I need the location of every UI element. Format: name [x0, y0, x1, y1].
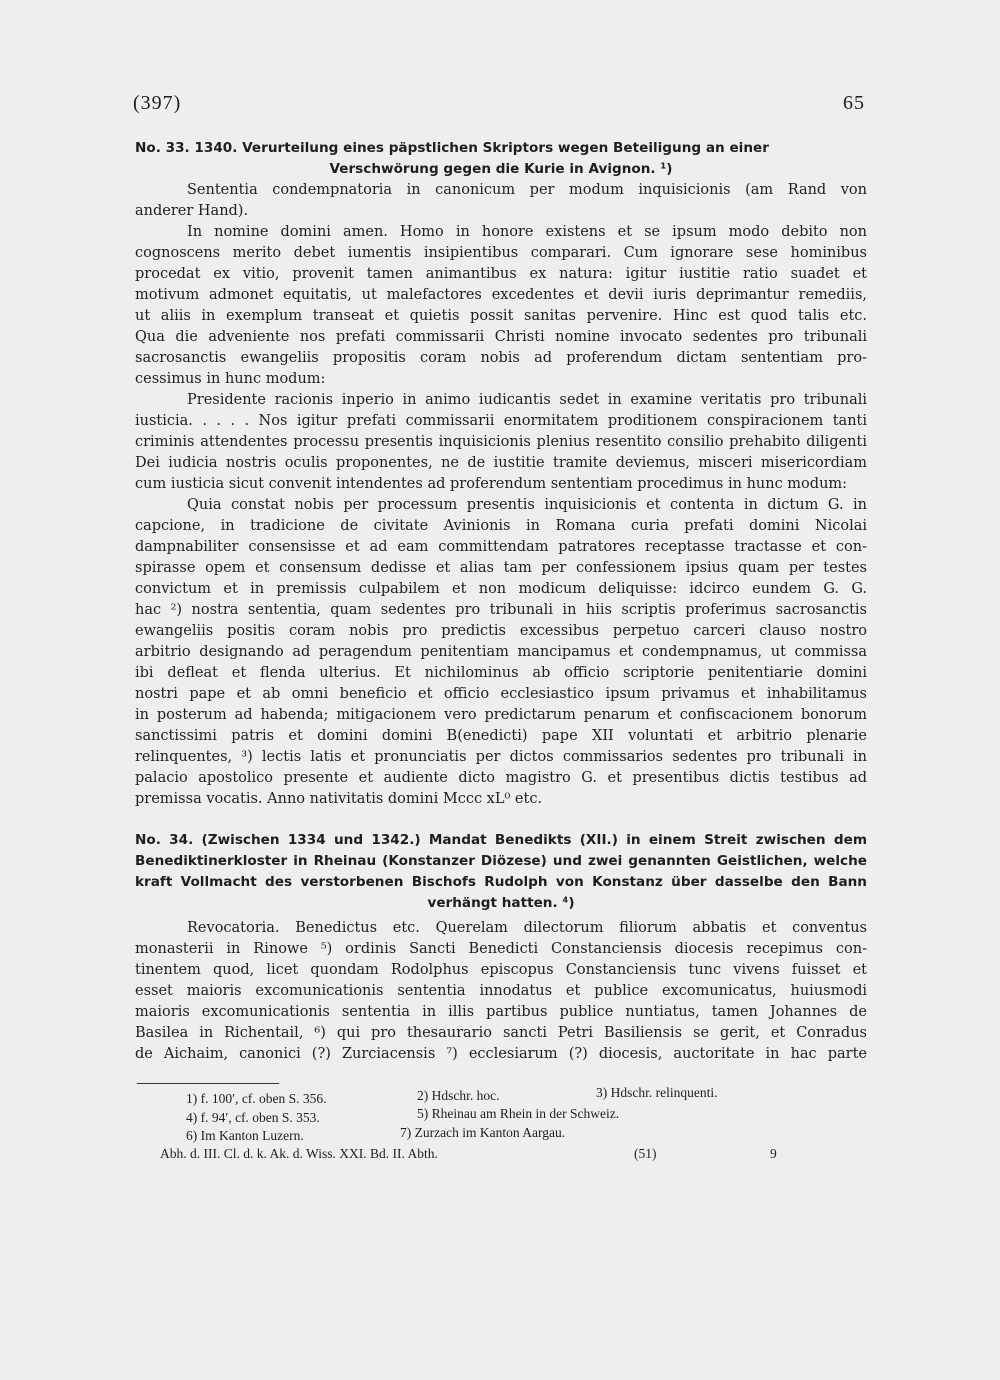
footnote-divider: [137, 1083, 279, 1084]
doc33-text-line: iusticia. . . . . Nos igitur prefati commissarii enormitatem proditionem conspiracionem tanti: [135, 413, 867, 429]
publication-footer: Abh. d. III. Cl. d. k. Ak. d. Wiss. XXI. Bd. II. Abth.: [160, 1146, 438, 1161]
page-number: 65: [843, 92, 865, 114]
doc33-text-line: cum iusticia sicut convenit intendentes ad proferendum sententiam procedimus in hunc modum:: [135, 476, 848, 492]
footnote-2: 2) Hdschr. hoc.: [417, 1088, 500, 1103]
doc34-text-line: Basilea in Richentail, ⁶) qui pro thesaurario sancti Petri Basiliensis se gerit, et Conradus: [135, 1025, 867, 1041]
doc33-text-line: palacio apostolico presente et audiente dicto magistro G. et presentibus dictis testibus ad: [135, 770, 867, 786]
footnote-5: 5) Rheinau am Rhein in der Schweiz.: [417, 1106, 620, 1121]
doc34-text-line: esset maioris excomunicationis sententia innodatus et publice excomunicatus, huiusmodi: [135, 983, 867, 999]
doc33-text-line: ibi defleat et flenda ulterius. Et nichilominus ab officio scriptorie penitentiarie domini: [135, 665, 867, 681]
doc33-text-line: Sententia condempnatoria in canonicum per modum inquisicionis (am Rand von: [187, 182, 867, 198]
doc34-text-line: Revocatoria. Benedictus etc. Querelam dilectorum filiorum abbatis et conventus: [187, 920, 867, 936]
doc33-text-line: Quia constat nobis per processum presentis inquisicionis et contenta in dictum G. in: [187, 497, 867, 513]
doc33-text-line: nostri pape et ab omni beneficio et officio ecclesiastico ipsum privamus et inhabilitamus: [135, 686, 867, 702]
footnote-7: 7) Zurzach im Kanton Aargau.: [400, 1125, 566, 1140]
document-34-body: [135, 918, 867, 1065]
doc33-text-line: motivum admonet equitatis, ut malefactores excedentes et devii iuris deprimantur remediis,: [135, 287, 867, 303]
sheet-number: (51): [634, 1146, 657, 1161]
signature-mark: 9: [770, 1146, 777, 1161]
doc33-text-line: arbitrio designando ad peragendum penitentiam mancipamus et condempnamus, ut commissa: [135, 644, 867, 660]
doc34-heading-line: No. 34. (Zwischen 1334 und 1342.) Mandat Benedikts (XII.) in einem Streit zwischen dem: [135, 832, 867, 848]
doc33-text-line: relinquentes, ³) lectis latis et pronunciatis per dictos commissarios sedentes pro tribunali in: [135, 749, 867, 765]
doc33-text-line: anderer Hand).: [135, 203, 249, 219]
doc33-text-line: sanctissimi patris et domini domini B(enedicti) pape XII voluntati et arbitrio plenarie: [135, 728, 867, 744]
doc34-text-line: tinentem quod, licet quondam Rodolphus episcopus Constanciensis tunc vivens fuisset et: [135, 962, 867, 978]
doc34-heading-line: kraft Vollmacht des verstorbenen Bischofs Rudolph von Konstanz über dasselbe den Bann: [135, 874, 867, 890]
doc33-text-line: capcione, in tradicione de civitate Avinionis in Romana curia prefati domini Nicolai: [135, 518, 867, 534]
doc33-text-line: Qua die adveniente nos prefati commissarii Christi nomine invocato sedentes pro tribunali: [135, 329, 867, 345]
doc33-text-line: convictum et in premissis culpabilem et non modicum deliquisse: idcirco eundem G. G.: [135, 581, 867, 597]
doc34-text-line: monasterii in Rinowe ⁵) ordinis Sancti Benedicti Constanciensis diocesis recepimus con-: [135, 941, 867, 957]
doc33-heading-line: No. 33. 1340. Verurteilung eines päpstlichen Skriptors wegen Beteiligung an einer: [135, 140, 769, 156]
doc33-text-line: sacrosanctis ewangeliis propositis coram nobis ad proferendum dictam sententiam pro-: [135, 350, 867, 366]
doc34-heading-line: verhängt hatten. ⁴): [427, 895, 575, 911]
doc33-heading-line: Verschwörung gegen die Kurie in Avignon. ¹): [329, 161, 673, 177]
doc33-text-line: In nomine domini amen. Homo in honore existens et se ipsum modo debito non: [187, 224, 867, 240]
doc33-text-line: spirasse opem et consensum dedisse et alias tam per confessionem ipsius quam per testes: [135, 560, 867, 576]
doc33-text-line: ewangeliis positis coram nobis pro predictis excessibus perpetuo carceri clauso nostro: [135, 623, 867, 639]
doc34-text-line: maioris excomunicationis sententia in illis partibus publice nuntiatus, tamen Johannes de: [135, 1004, 867, 1020]
footnote-1: 1) f. 100′, cf. oben S. 356.: [186, 1091, 327, 1106]
doc34-text-line: de Aichaim, canonici (?) Zurciacensis ⁷) ecclesiarum (?) diocesis, auctoritate in hac parte: [135, 1046, 867, 1062]
doc33-text-line: Dei iudicia nostris oculis proponentes, ne de iustitie tramite deviemus, misceri misericordiam: [135, 455, 867, 471]
doc33-text-line: ut aliis in exemplum transeat et quietis possit sanitas pervenire. Hinc est quod talis etc.: [135, 308, 867, 324]
doc33-text-line: procedat ex vitio, provenit tamen animantibus ex natura: igitur iustitie ratio suadet et: [135, 266, 867, 282]
doc33-text-line: cognoscens merito debet iumentis insipientibus comparari. Cum ignorare sese hominibus: [135, 245, 867, 261]
doc33-text-line: dampnabiliter consensisse et ad eam committendam patratores receptasse tractasse et con-: [135, 539, 867, 555]
doc33-text-line: Presidente racionis inperio in animo iudicantis sedet in examine veritatis pro tribunali: [187, 392, 867, 408]
doc33-text-line: criminis attendentes processu presentis inquisicionis plenius resentito consilio prehabito diligenti: [135, 434, 867, 450]
document-33: [135, 138, 867, 810]
document-34: [135, 830, 867, 914]
doc33-text-line: premissa vocatis. Anno nativitatis domini Mccc xL⁰ etc.: [135, 791, 543, 807]
page-number-bracketed: (397): [133, 92, 182, 114]
footnote-6: 6) Im Kanton Luzern.: [186, 1128, 304, 1143]
doc34-heading-line: Benediktinerkloster in Rheinau (Konstanzer Diözese) und zwei genannten Geistlichen, welche: [135, 853, 867, 869]
doc33-text-line: in posterum ad habenda; mitigacionem vero predictarum penarum et confiscacionem bonorum: [135, 707, 867, 723]
doc33-text-line: cessimus in hunc modum:: [135, 371, 326, 387]
footnote-4: 4) f. 94′, cf. oben S. 353.: [186, 1110, 320, 1125]
footnote-3: 3) Hdschr. relinquenti.: [596, 1085, 718, 1100]
doc33-text-line: hac ²) nostra sententia, quam sedentes pro tribunali in hiis scriptis proferimus sacrosanctis: [135, 602, 867, 618]
